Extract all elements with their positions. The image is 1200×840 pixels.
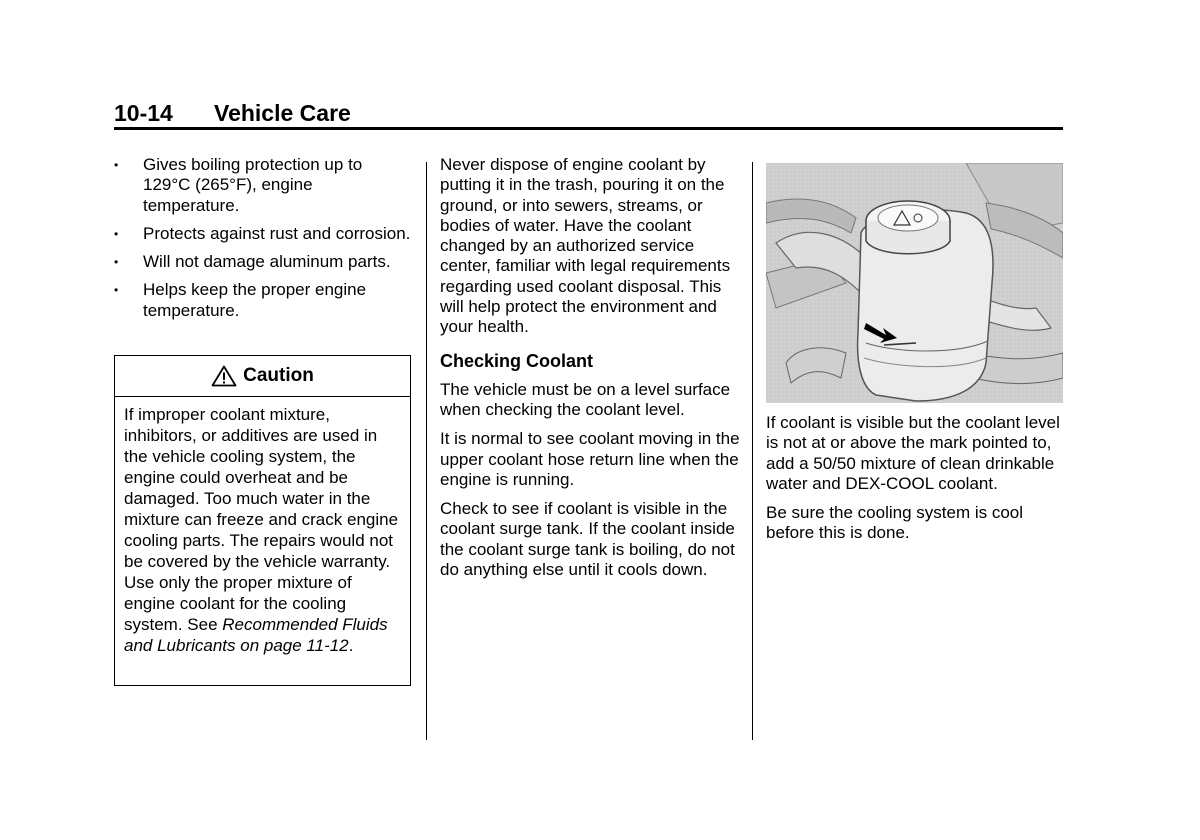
list-item (114, 224, 412, 244)
bullet-list (114, 155, 412, 321)
bullet-icon: • (114, 283, 119, 298)
column-left (114, 155, 412, 329)
paragraph: It is normal to see coolant moving in the upper coolant hose return line when the engine is running. (440, 429, 740, 489)
bullet-text: Gives boiling protection up to 129°C (265°F), engine temperature. (143, 155, 363, 215)
paragraph: If coolant is visible but the coolant level is not at or above the mark pointed to, add a 50/50 mixture of clean drinkable water and DEX-COOL coolant. (766, 413, 1060, 493)
warning-triangle-icon (211, 365, 237, 387)
paragraph: Be sure the cooling system is cool before this is done. (766, 503, 1024, 543)
caution-title: Caution (243, 365, 314, 386)
bullet-text: Helps keep the proper engine temperature. (143, 280, 367, 320)
caution-tail: . (348, 636, 354, 655)
paragraph: The vehicle must be on a level surface when checking the coolant level. (440, 379, 731, 419)
coolant-surge-tank-illustration (766, 163, 1063, 403)
header-rule (114, 127, 1063, 130)
disposal-paragraph: Never dispose of engine coolant by putting it in the trash, pouring it on the ground, or into sewers, streams, or bodies of water. Have the coolant changed by an authorized service center, familiar with legal requirements regarding used coolant disposal. This will help protect the environment and your health. (440, 155, 731, 337)
bullet-icon: • (114, 255, 119, 270)
column-right (766, 413, 1063, 553)
cross-reference-link[interactable]: Recommended Fluids and Lubricants on page 11-12 (124, 615, 388, 655)
list-item (114, 155, 412, 216)
caution-text: If improper coolant mixture, inhibitors, or additives are used in the vehicle cooling system, the engine could overheat and be damaged. Too much water in the mixture can freeze and crack engine cooling parts. The repairs would not be covered by the vehicle warranty. Use only the proper mixture of engine coolant for the cooling system. See (124, 405, 399, 634)
caution-box (114, 355, 411, 686)
column-divider (752, 162, 753, 740)
column-middle (440, 155, 740, 589)
paragraph: Check to see if coolant is visible in the coolant surge tank. If the coolant inside the coolant surge tank is boiling, do not do anything else until it cools down. (440, 499, 735, 580)
column-divider (426, 162, 427, 740)
checking-coolant-heading: Checking Coolant (440, 350, 594, 371)
list-item (114, 280, 412, 321)
bullet-text: Will not damage aluminum parts. (143, 252, 391, 272)
bullet-text: Protects against rust and corrosion. (143, 223, 411, 243)
page-number: 10-14 (114, 100, 173, 126)
caution-body (115, 397, 410, 656)
caution-header (115, 356, 410, 397)
bullet-icon: • (114, 226, 119, 241)
bullet-icon: • (114, 158, 119, 172)
list-item (114, 252, 412, 272)
section-title: Vehicle Care (214, 100, 351, 126)
